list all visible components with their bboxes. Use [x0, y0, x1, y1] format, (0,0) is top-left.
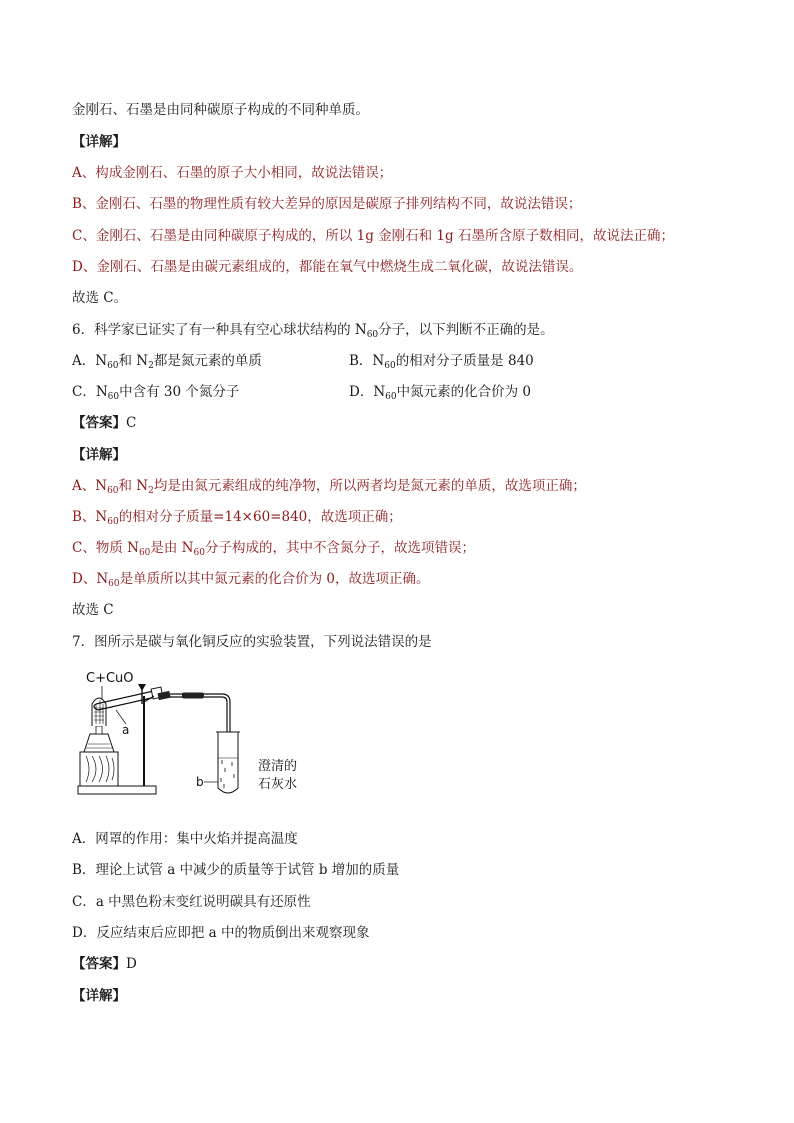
label-a: a: [122, 723, 130, 737]
q7-option-a: A．网罩的作用：集中火焰并提高温度: [72, 831, 298, 847]
prev-conclusion: 金刚石、石墨是由同种碳原子构成的不同种单质。: [72, 102, 369, 118]
q7-detail-tag: 【详解】: [72, 988, 126, 1004]
label-b: b: [196, 775, 204, 789]
q6-choose: 故选 C: [72, 602, 114, 618]
q6-option-a: A．$N_{60}$和 $N_2$都是氮元素的单质: [72, 353, 262, 371]
limewater-label-1: 澄清的: [258, 759, 298, 774]
prev-explain-a: A、构成金刚石、石墨的原子大小相同，故说法错误；: [72, 165, 393, 181]
q7-option-c: C．a 中黑色粉末变红说明碳具有还原性: [72, 894, 311, 910]
q6-option-b: B．$N_{60}$的相对分子质量是 840: [349, 353, 534, 371]
carbon-reduction-apparatus: [72, 664, 312, 802]
q6-stem-sub: 60: [366, 330, 379, 340]
q6-stem: [72, 320, 554, 340]
prev-detail-tag: 【详解】: [72, 134, 126, 150]
q7-answer-value: D: [126, 956, 137, 972]
q6-explain-d: D、$N_{60}$是单质所以其中氮元素的化合价为 0，故选项正确。: [72, 571, 430, 589]
q6-answer-tag: 【答案】: [72, 415, 126, 431]
apparatus-figure: [72, 664, 312, 802]
stand-base: [78, 786, 156, 794]
q6-explain-a: A、$N_{60}$和 $N_2$均是由氮元素组成的纯净物，所以两者均是氮元素的单质，故选项正确；: [72, 478, 586, 496]
q7-stem: [72, 632, 432, 652]
q6-answer-value: C: [126, 415, 137, 431]
q6-option-d: D．$N_{60}$中氮元素的化合价为 0: [349, 384, 531, 402]
q7-number: 7．: [72, 634, 95, 650]
q6-explain-b: B、$N_{60}$的相对分子质量=14×60=840，故选项正确；: [72, 509, 402, 527]
prev-choose: 故选 C。: [72, 290, 128, 306]
wooden-block: [80, 752, 118, 786]
q7-answer-tag: 【答案】: [72, 956, 126, 972]
q6-stem-text: 科学家已证实了有一种具有空心球状结构的 N: [94, 322, 367, 338]
rubber-tube: [182, 693, 204, 699]
reagent-label: C+CuO: [86, 671, 134, 686]
q7-stem-text: 图所示是碳与氧化铜反应的实验装置，下列说法错误的是: [94, 634, 432, 650]
q7-option-d: D．反应结束后应即把 a 中的物质倒出来观察现象: [72, 925, 370, 941]
prev-explain-d: D、金刚石、石墨是由碳元素组成的，都能在氧气中燃烧生成二氧化碳，故说法错误。: [72, 259, 583, 275]
q6-stem-text-2: 分子，以下判断不正确的是。: [378, 322, 554, 338]
limewater-label-2: 石灰水: [258, 777, 298, 792]
test-tube-b: [218, 732, 238, 793]
q6-detail-tag: 【详解】: [72, 447, 126, 463]
q6-number: 6．: [72, 322, 95, 338]
prev-explain-c: C、金刚石、石墨是由同种碳原子构成的，所以 1g 金刚石和 1g 石墨所含原子数相同，故说法正确；: [72, 228, 674, 244]
alcohol-lamp: [84, 734, 114, 752]
q7-answer: [72, 954, 137, 974]
prev-explain-b: B、金刚石、石墨的物理性质有较大差异的原因是碳原子排列结构不同，故说法错误；: [72, 196, 582, 212]
q7-option-b: B．理论上试管 a 中减少的质量等于试管 b 增加的质量: [72, 862, 400, 878]
q6-answer: [72, 413, 136, 433]
q6-option-c: C．$N_{60}$中含有 30 个氮分子: [72, 384, 240, 402]
q6-explain-c: C、物质 $N_{60}$是由 $N_{60}$分子构成的，其中不含氮分子，故选项错误；: [72, 540, 475, 558]
